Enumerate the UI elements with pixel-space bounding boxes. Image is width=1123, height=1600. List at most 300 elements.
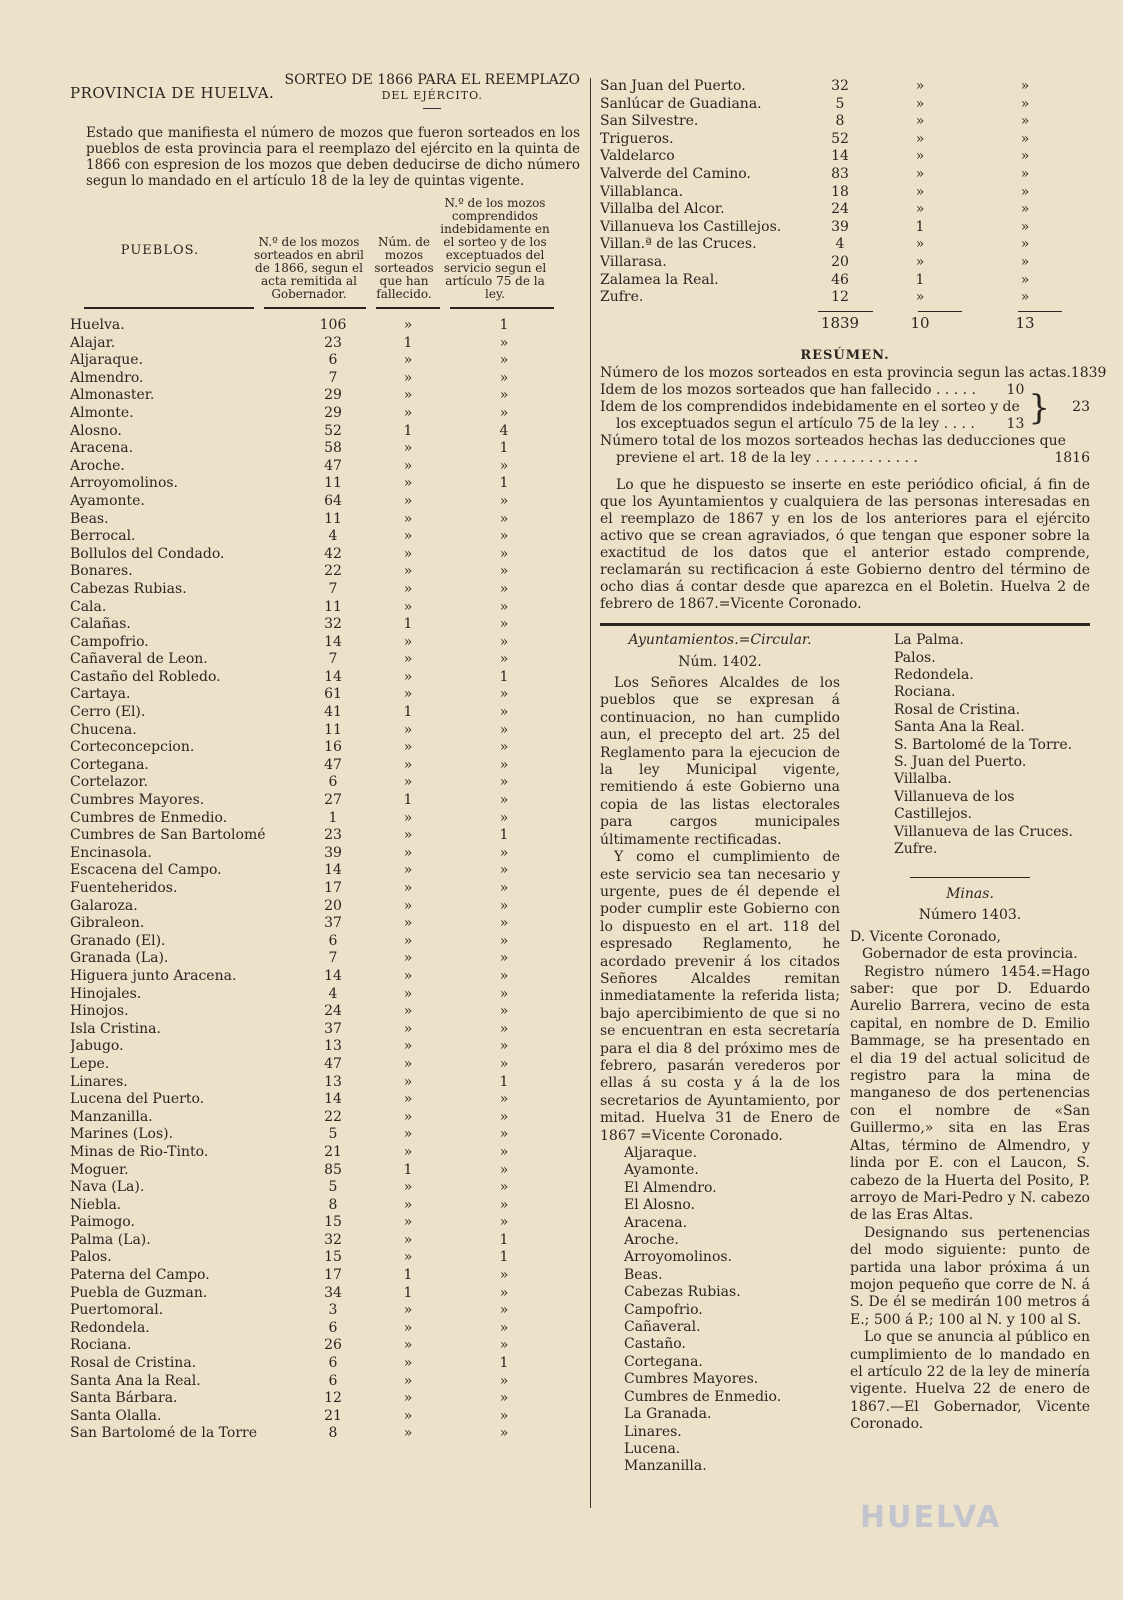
resumen-value: 1816 (1054, 450, 1090, 467)
table-row (70, 387, 580, 405)
sorteados-value: 4 (328, 985, 338, 1002)
exceptuados-value: » (499, 598, 509, 615)
sorteados-value: 42 (324, 545, 342, 562)
table-row (70, 933, 580, 951)
archive-watermark: HUELVA (860, 1500, 1002, 1535)
exceptuados-value: » (499, 1407, 509, 1424)
town-name: Arroyomolinos. (70, 475, 179, 492)
sorteados-value: 39 (324, 844, 342, 861)
exceptuados-value: » (499, 1319, 509, 1336)
fallecidos-value: » (403, 580, 413, 597)
exceptuados-value: » (1020, 113, 1030, 130)
town-name: Gibraleon. (70, 915, 145, 932)
sorteados-value: 6 (328, 1355, 338, 1372)
town-name: Isla Cristina. (70, 1020, 161, 1037)
town-name: Zufre. (600, 289, 644, 306)
exceptuados-value: » (499, 404, 509, 421)
table-row (70, 669, 580, 687)
sorteados-value: 24 (324, 1003, 342, 1020)
list-item: Cabezas Rubias. (624, 1284, 741, 1301)
town-name: Villablanca. (600, 183, 684, 200)
circular-paragraph-1: Los Señores Alcaldes de los pueblos que se expresan á continuacion, no han cumplido aun, el precepto del art. 25 del Reglamento para la ejecucion de la ley Municipal vigente, remitiendo á este Gobierno una copia de las listas electorales para cargos municipales últimamente rectificadas. (600, 675, 840, 848)
sorteados-value: 29 (324, 387, 342, 404)
minas-paragraph-2: Designando sus pertenencias del modo siguiente: punto de partida una labor próxima á un mojon pequeño que corre de N. á S. De él se medirán 100 metros á E.; 500 á P.; 100 al N. y 100 al S. (850, 1224, 1090, 1328)
fallecidos-value: » (403, 369, 413, 386)
table-row (70, 440, 580, 458)
table-row (70, 1038, 580, 1056)
town-name: San Juan del Puerto. (600, 78, 746, 94)
list-item: Linares. (624, 1423, 682, 1440)
exceptuados-value: » (499, 334, 509, 351)
sorteados-value: 29 (324, 404, 342, 421)
town-name: Alajar. (70, 334, 116, 351)
minas-heading: Minas. (946, 886, 994, 902)
town-name: Rociana. (70, 1337, 132, 1354)
sorteados-value: 47 (324, 1055, 342, 1072)
resumen-text: Idem de los comprendidos indebidamente en el sorteo y de (600, 399, 1020, 416)
sorteo-line-1: SORTEO DE 1866 PARA EL REEMPLAZO (284, 72, 580, 88)
town-name: Lucena del Puerto. (70, 1091, 205, 1108)
total-sorteados: 1839 (820, 314, 860, 333)
table-row (70, 1003, 580, 1021)
fallecidos-value: » (403, 827, 413, 844)
fallecidos-value: » (403, 475, 413, 492)
table-row (70, 1056, 580, 1074)
town-name: Zalamea la Real. (600, 271, 719, 288)
fallecidos-value: » (403, 1425, 413, 1442)
lower-sections (600, 632, 1090, 1476)
sorteados-value: 14 (324, 668, 342, 685)
sorteados-value: 18 (831, 183, 849, 200)
table-row (70, 722, 580, 740)
exceptuados-value: » (499, 1055, 509, 1072)
exceptuados-value: » (499, 1179, 509, 1196)
header-rules (84, 307, 580, 309)
town-name: Valdelarco (600, 148, 675, 165)
sorteados-value: 27 (324, 792, 342, 809)
sorteados-value: 39 (831, 218, 849, 235)
sorteados-value: 47 (324, 457, 342, 474)
minas-number: Número 1403. (918, 907, 1022, 924)
exceptuados-value: » (499, 932, 509, 949)
table-row (600, 113, 1090, 131)
table-row (70, 986, 580, 1004)
town-name: Chucena. (70, 721, 137, 738)
exceptuados-value: » (1020, 183, 1030, 200)
list-item: Cumbres Mayores. (624, 1371, 759, 1388)
sorteados-value: 20 (324, 897, 342, 914)
table-row (70, 599, 580, 617)
sorteo-line-2: DEL EJÉRCITO. (381, 89, 483, 102)
table-row (70, 792, 580, 810)
fallecidos-value: » (915, 289, 925, 306)
fallecidos-value: » (915, 253, 925, 270)
fallecidos-value: » (403, 756, 413, 773)
table-row (70, 1144, 580, 1162)
list-item: Cañaveral. (624, 1319, 701, 1336)
exceptuados-value: » (499, 897, 509, 914)
resumen-text: Idem de los mozos sorteados que han fallecido . . . . . (600, 382, 976, 399)
table-row (70, 1337, 580, 1355)
sorteados-value: 8 (835, 113, 845, 130)
town-name: Berrocal. (70, 528, 136, 545)
sorteados-value: 22 (324, 563, 342, 580)
sorteados-value: 4 (835, 236, 845, 253)
sorteados-value: 6 (328, 352, 338, 369)
table-row (70, 1197, 580, 1215)
fallecidos-value: » (403, 844, 413, 861)
exceptuados-value: » (499, 1425, 509, 1442)
exceptuados-value: » (499, 862, 509, 879)
town-name: Cala. (70, 598, 107, 615)
town-name: Cerro (El). (70, 704, 146, 721)
town-name: Hinojos. (70, 1003, 129, 1020)
fallecidos-value: 1 (915, 271, 925, 288)
exceptuados-value: » (1020, 271, 1030, 288)
exceptuados-value: » (499, 1267, 509, 1284)
resumen-block (600, 365, 1107, 467)
table-row (70, 845, 580, 863)
town-name: Cumbres de Enmedio. (70, 809, 228, 826)
exceptuados-value: 1 (499, 1073, 509, 1090)
fallecidos-value: » (403, 563, 413, 580)
sorteados-value: 6 (328, 932, 338, 949)
fallecidos-value: 1 (403, 334, 413, 351)
list-item: Manzanilla. (624, 1458, 707, 1475)
exceptuados-value: » (499, 616, 509, 633)
fallecidos-value: » (915, 113, 925, 130)
town-name: Almonaster. (70, 387, 155, 404)
sorteados-value: 24 (831, 201, 849, 218)
table-row (70, 704, 580, 722)
town-name: Manzanilla. (70, 1108, 153, 1125)
table-row (70, 968, 580, 986)
sorteados-value: 17 (324, 1267, 342, 1284)
fallecidos-value: » (403, 897, 413, 914)
exceptuados-value: » (499, 1284, 509, 1301)
table-row (70, 1179, 580, 1197)
circular-paragraph-2: Y como el cumplimiento de este servicio sea tan necesario y urgente, pues de él depende el poder cumplir este Gobierno con lo dispuesto en el art. 118 del espresado Reglamento, he acordado prevenir á los citados Señores Alcaldes remitan inmediatamente la referida lista; bajo apercibimiento de que si no se encuentran en esta secretaría para el dia 8 del próximo mes de febrero, pasarán verederos por ellas á su costa y á la de los secretarios de Ayuntamiento, por mitad. Huelva 31 de Enero de 1867 =Vicente Coronado. (600, 849, 840, 1144)
town-name: Bonares. (70, 563, 133, 580)
resumen-line (600, 433, 1090, 450)
sorteados-value: 11 (324, 510, 342, 527)
sorteados-value: 34 (324, 1284, 342, 1301)
table-row (70, 317, 580, 335)
fallecidos-value: » (403, 510, 413, 527)
table-row (600, 78, 1090, 96)
exceptuados-value: » (499, 809, 509, 826)
table-row (70, 493, 580, 511)
fallecidos-value: » (403, 1108, 413, 1125)
table-row (70, 1320, 580, 1338)
sorteados-value: 14 (324, 1091, 342, 1108)
sorteados-value: 7 (328, 651, 338, 668)
list-item: Redondela. (894, 667, 974, 684)
right-sub-column (850, 632, 1090, 1476)
exceptuados-value: » (499, 1161, 509, 1178)
sorteados-value: 32 (324, 616, 342, 633)
town-name: Rosal de Cristina. (70, 1355, 197, 1372)
sorteados-value: 1 (328, 809, 338, 826)
fallecidos-value: » (403, 528, 413, 545)
circular-town-list (600, 1145, 840, 1476)
exceptuados-value: » (499, 1390, 509, 1407)
sorteados-value: 7 (328, 580, 338, 597)
resumen-value: 10 (1006, 382, 1025, 399)
town-name: Villarasa. (600, 253, 667, 270)
totals-row (600, 312, 1090, 334)
resumen-line (600, 382, 1024, 399)
exceptuados-value: » (499, 1020, 509, 1037)
table-row (70, 370, 580, 388)
town-name: Jabugo. (70, 1038, 124, 1055)
town-name: Castaño del Robledo. (70, 668, 221, 685)
sorteados-value: 5 (328, 1179, 338, 1196)
table-row (70, 1267, 580, 1285)
town-name: Villan.ª de las Cruces. (600, 236, 757, 253)
exceptuados-value: » (499, 1372, 509, 1389)
minas-paragraph-1: Registro número 1454.=Hago saber: que por D. Eduardo Aurelio Barrera, vecino de esta capital, en nombre de D. Emilio Bammage, se ha presentado en el dia 19 del actual solicitud de registro para la mina de manganeso de dos pertenencias con el nombre de «San Guillermo,» sita en las Eras Altas, término de Almendro, y linda por E. con el Laucon, S. cabezo de la Huerta del Posito, P. arroyo de Mari-Pedro y N. cabezo de las Eras Altas. (850, 963, 1090, 1224)
table-row (70, 581, 580, 599)
town-name: San Bartolomé de la Torre (70, 1425, 258, 1442)
sorteados-value: 83 (831, 165, 849, 182)
exceptuados-value: » (499, 985, 509, 1002)
list-item: Villalba. (894, 771, 952, 788)
exceptuados-value: » (499, 792, 509, 809)
fallecidos-value: » (403, 545, 413, 562)
sorteados-value: 8 (328, 1425, 338, 1442)
table-row (70, 880, 580, 898)
table-row (70, 335, 580, 353)
sorteados-value: 64 (324, 492, 342, 509)
circular-town-list-continued (850, 632, 1090, 858)
sorteados-value: 21 (324, 1407, 342, 1424)
list-item: Ayamonte. (624, 1162, 699, 1179)
list-item: Aroche. (624, 1232, 679, 1249)
fallecidos-value: » (403, 440, 413, 457)
fallecidos-value: » (403, 950, 413, 967)
exceptuados-value: » (1020, 130, 1030, 147)
exceptuados-value: 1 (499, 1249, 509, 1266)
header-sorteados: N.º de los mozos sorteados en abril de 1866, segun el acta remitida al Gobernador. (254, 235, 364, 301)
town-name: Huelva. (70, 317, 125, 333)
column-divider (590, 78, 591, 1508)
sorteados-value: 32 (831, 78, 849, 94)
sorteados-value: 5 (835, 95, 845, 112)
fallecidos-value: 1 (403, 792, 413, 809)
exceptuados-value: 4 (499, 422, 509, 439)
town-name: Marines (Los). (70, 1126, 174, 1143)
exceptuados-value: » (499, 387, 509, 404)
town-name: Corteconcepcion. (70, 739, 195, 756)
town-name: Sanlúcar de Guadiana. (600, 95, 762, 112)
town-name: Cañaveral de Leon. (70, 651, 208, 668)
list-item: Rociana. (894, 684, 956, 701)
exceptuados-value: » (1020, 236, 1030, 253)
town-name: Hinojales. (70, 985, 142, 1002)
exceptuados-value: » (499, 1214, 509, 1231)
resumen-text: Número de los mozos sorteados en esta provincia segun las actas. (600, 365, 1071, 382)
left-column (70, 72, 580, 1443)
town-name: Paterna del Campo. (70, 1267, 210, 1284)
sorteados-value: 14 (324, 633, 342, 650)
sorteo-title (285, 72, 580, 109)
list-item: Zufre. (894, 841, 938, 858)
list-item: Campofrio. (624, 1301, 703, 1318)
resumen-line (600, 450, 1090, 467)
sorteados-value: 47 (324, 756, 342, 773)
fallecidos-value: » (403, 985, 413, 1002)
fallecidos-value: » (915, 236, 925, 253)
exceptuados-value: » (499, 1126, 509, 1143)
exceptuados-value: » (499, 1302, 509, 1319)
sorteados-value: 6 (328, 1372, 338, 1389)
town-name: Calañas. (70, 616, 131, 633)
table-row (70, 686, 580, 704)
town-name: Santa Olalla. (70, 1407, 162, 1424)
table-row (70, 1249, 580, 1267)
fallecidos-value: » (403, 1020, 413, 1037)
table-row (70, 352, 580, 370)
fallecidos-value: 1 (403, 1267, 413, 1284)
sorteados-value: 14 (324, 967, 342, 984)
sorteados-value: 37 (324, 1020, 342, 1037)
table-row (70, 475, 580, 493)
resumen-text: previene el art. 18 de la ley . . . . . . . . . . . . (616, 450, 918, 467)
sorteados-value: 20 (831, 253, 849, 270)
table-row (600, 96, 1090, 114)
list-item: El Almendro. (624, 1179, 717, 1196)
exceptuados-value: » (499, 1091, 509, 1108)
fallecidos-value: » (403, 1214, 413, 1231)
exceptuados-value: » (1020, 165, 1030, 182)
town-table (70, 317, 580, 1443)
exceptuados-value: » (499, 457, 509, 474)
table-row (70, 862, 580, 880)
table-row (70, 950, 580, 968)
exceptuados-value: » (499, 510, 509, 527)
fallecidos-value: » (403, 317, 413, 333)
town-name: Granado (El). (70, 932, 166, 949)
table-row (70, 1109, 580, 1127)
list-item: Aracena. (624, 1214, 688, 1231)
fallecidos-value: » (403, 404, 413, 421)
town-name: Palos. (70, 1249, 112, 1266)
exceptuados-value: 1 (499, 1231, 509, 1248)
exceptuados-value: » (499, 1038, 509, 1055)
table-row (600, 272, 1090, 290)
list-item: S. Bartolomé de la Torre. (894, 736, 1073, 753)
fallecidos-value: » (915, 95, 925, 112)
exceptuados-value: » (499, 352, 509, 369)
fallecidos-value: » (403, 651, 413, 668)
sorteados-value: 4 (328, 528, 338, 545)
town-name: Cartaya. (70, 686, 131, 703)
fallecidos-value: » (403, 1091, 413, 1108)
fallecidos-value: » (403, 492, 413, 509)
town-name: Villanueva los Castillejos. (600, 218, 782, 235)
sorteados-value: 11 (324, 475, 342, 492)
resumen-line (600, 365, 1107, 382)
exceptuados-value: » (499, 721, 509, 738)
exceptuados-value: » (499, 1108, 509, 1125)
exceptuados-value: » (499, 563, 509, 580)
town-name: Puebla de Guzman. (70, 1284, 208, 1301)
fallecidos-value: » (403, 809, 413, 826)
sorteados-value: 7 (328, 369, 338, 386)
exceptuados-value: » (1020, 289, 1030, 306)
table-row (70, 563, 580, 581)
fallecidos-value: » (403, 967, 413, 984)
fallecidos-value: » (915, 165, 925, 182)
sorteados-value: 14 (831, 148, 849, 165)
exceptuados-value: » (499, 1196, 509, 1213)
header-pueblos: PUEBLOS. (120, 243, 200, 258)
list-item: Villanueva de las Cruces. (894, 823, 1074, 840)
sorteados-value: 6 (328, 774, 338, 791)
town-name: Moguer. (70, 1161, 129, 1178)
exceptuados-value: 1 (499, 317, 509, 333)
fallecidos-value: » (403, 1179, 413, 1196)
town-name: Cortelazor. (70, 774, 148, 791)
town-name: Aljaraque. (70, 352, 144, 369)
town-name: Villalba del Alcor. (600, 201, 725, 218)
sorteados-value: 58 (324, 440, 342, 457)
sorteados-value: 23 (324, 827, 342, 844)
fallecidos-value: » (403, 1355, 413, 1372)
town-name: Redondela. (70, 1319, 150, 1336)
sorteados-value: 32 (324, 1231, 342, 1248)
town-name: Aracena. (70, 440, 134, 457)
exceptuados-value: » (499, 633, 509, 650)
fallecidos-value: » (403, 1302, 413, 1319)
table-row (70, 511, 580, 529)
town-name: Nava (La). (70, 1179, 145, 1196)
sorteados-value: 14 (324, 862, 342, 879)
sorteados-value: 52 (324, 422, 342, 439)
table-row (70, 1373, 580, 1391)
town-name: Paimogo. (70, 1214, 135, 1231)
table-row (70, 1232, 580, 1250)
table-row (600, 184, 1090, 202)
list-item: Rosal de Cristina. (894, 701, 1021, 718)
sorteados-value: 22 (324, 1108, 342, 1125)
fallecidos-value: » (403, 598, 413, 615)
fallecidos-value: » (403, 633, 413, 650)
resumen-title: RESÚMEN. (800, 348, 890, 364)
town-name: Niebla. (70, 1196, 122, 1213)
list-item: Cortegana. (624, 1353, 703, 1370)
town-name: Aroche. (70, 457, 125, 474)
town-name: Cumbres de San Bartolomé (70, 827, 266, 844)
sorteados-value: 26 (324, 1337, 342, 1354)
sorteados-value: 12 (831, 289, 849, 306)
circular-number: Núm. 1402. (678, 653, 762, 670)
fallecidos-value: » (403, 457, 413, 474)
town-name: Campofrio. (70, 633, 149, 650)
sorteados-value: 11 (324, 598, 342, 615)
total-exceptuados: 13 (1015, 314, 1035, 333)
exceptuados-value: 1 (499, 668, 509, 685)
exceptuados-value: » (499, 704, 509, 721)
sorteados-value: 23 (324, 334, 342, 351)
fallecidos-value: » (403, 862, 413, 879)
table-row (70, 1214, 580, 1232)
town-name: Trigueros. (600, 130, 674, 147)
exceptuados-value: » (499, 369, 509, 386)
resumen-line (600, 399, 1024, 416)
fallecidos-value: 1 (403, 616, 413, 633)
